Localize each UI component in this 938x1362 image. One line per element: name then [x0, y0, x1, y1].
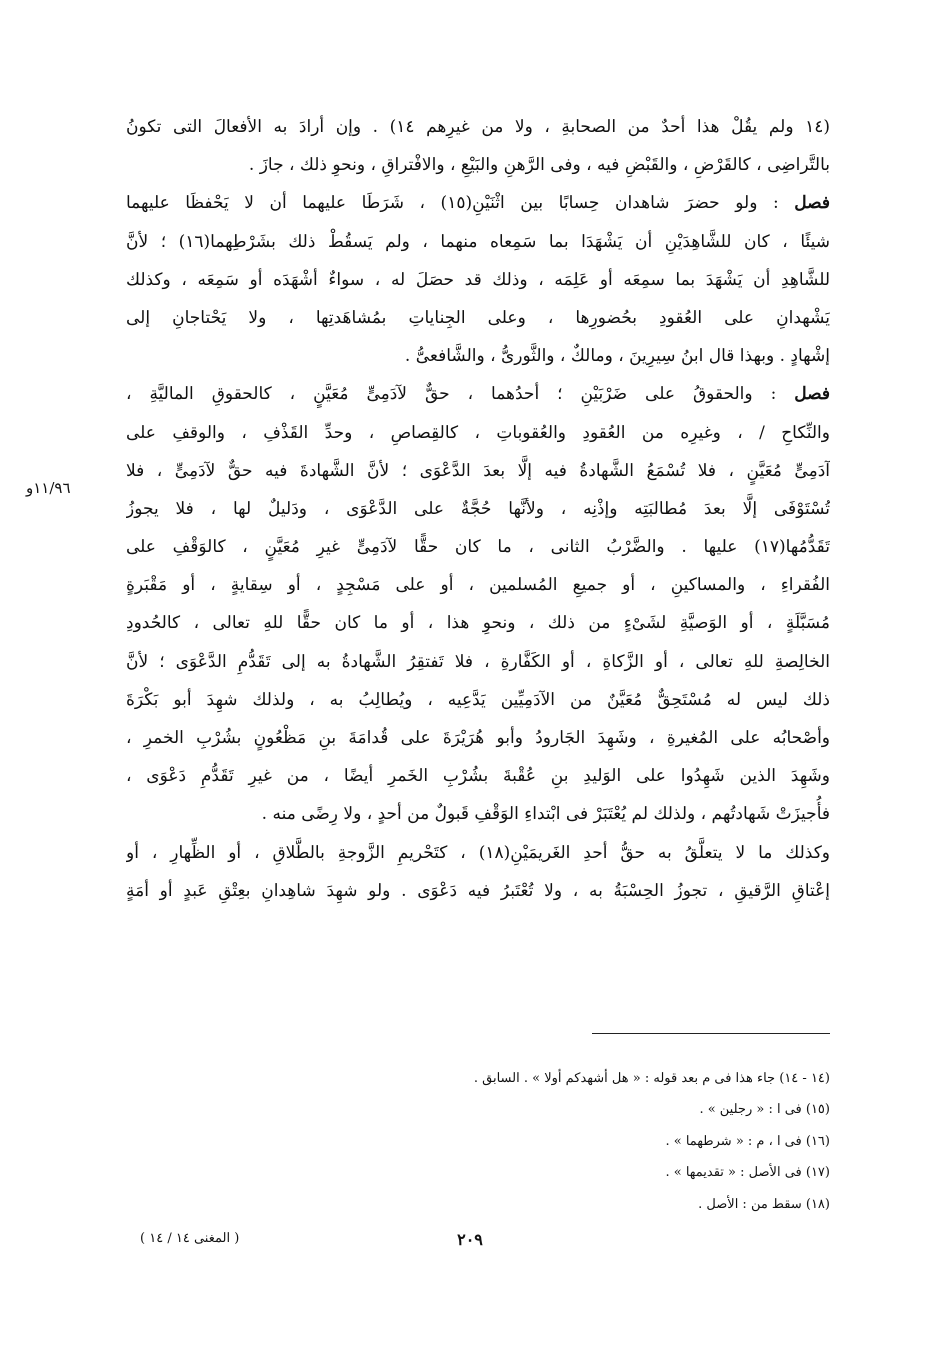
- text-line: والنِّكاحِ / ، وغيرِه من العُقودِ والعُقوباتِ ، كالقِصاصِ ، وحدِّ القَذْفِ ، والوقفِ على: [126, 422, 830, 443]
- text-line: بالتَّراضِى ، كالقَرْضِ ، والقَبْضِ فيه ، وفى الرَّهنِ والبَيْعِ ، والافْتراقِ ، ونحوِ ذلك ، جازَ .: [248, 155, 830, 176]
- text-line: تَقَدُّمُها(١٧) عليها . والضَّرْبُ الثانى ، ما كان حقًّا لآدَمِىٍّ غيرِ مُعَيَّنٍ ، كالوَقْفِ على: [126, 537, 830, 558]
- footnote: (١٤ - ١٤) جاء هذا فى م بعد قوله : « هل أشهدكم أولا » . السابق .: [473, 1071, 830, 1086]
- footnote: (١٨) سقط من : الأصل .: [698, 1196, 830, 1212]
- footnote: (١٦) فى ا ، م : « شرطهما » .: [665, 1133, 830, 1149]
- text-line: يَشْهدانِ على العُقودِ بحُضورِها ، وعلى الجِناياتِ بمُشاهَدتِها ، ولا يَحْتاجانِ إلى: [126, 307, 830, 328]
- text-line: الفُقراءِ ، والمساكينِ ، أو جميعِ المُسلمين ، أو على مَسْجِدٍ ، أو سِقايةٍ ، أو مَقْبَرةٍ: [126, 575, 830, 596]
- footnotes-block: [330, 1063, 830, 1220]
- fasl-heading: فصل: [794, 384, 830, 405]
- text-line: إعْتاقِ الرَّقيقِ ، تجوزُ الحِسْبَةُ به ، ولا تُعْتَبرُ فيه دَعْوَى . ولو شهِدَ شاهِدانِ بعِتْقِ عَبدٍ أو أمَةٍ: [126, 880, 830, 901]
- footnote-separator: [592, 1033, 830, 1034]
- main-text-block: [126, 108, 830, 910]
- text-line: وكذلك ما لا يتعلَّقُ به حقُّ أحدِ الغَريمَيْنِ(١٨) ، كتَحْريمِ الزَّوجةِ بالطَّلاقِ ، أو الظِّهارِ ، أو: [126, 842, 830, 863]
- text-line-fasl: [126, 375, 830, 413]
- text-line: شيئًا ، كان للشَّاهِدَيْنِ أن يَشْهَدَا بما سَمِعاه منهما ، ولم يَسقُطْ ذلك بشَرْطِهما(١٦) ؛ لأنَّ: [126, 231, 830, 252]
- text-line: إشْهادٍ . وبهذا قال ابنُ سِيرِينَ ، ومالكٌ ، والثَّورىُّ ، والشَّافعىُّ .: [404, 346, 830, 367]
- text-line: الخالِصةِ للهِ تعالى ، أو الزَّكاةِ ، أو الكَفَّارةِ ، فلا تَفتقِرُ الشَّهادةُ به إلى تَقَدُّمِ الدَّعْوَى ؛ لأنَّ: [126, 651, 830, 672]
- text-line: (١٤ ولم يقُلْ هذا أحدٌ من الصحابةِ ، ولا من غيرِهم ١٤) . وإن أرادَ به الأفعالَ التى تكونُ: [126, 117, 830, 137]
- text-line: وأصْحابُه على المُغيرةِ ، وشَهِدَ الجَارودُ وأبو هُرَيْرَةَ على قُدامَةَ بنِ مَظْعُونٍ بشُرْبِ الخمرِ ،: [126, 728, 830, 748]
- page-number: ٢٠٩: [457, 1230, 483, 1249]
- text-line: تُسْتَوْفَى إلَّا بعدَ مُطالبَتِه وإذْنِه ، ولأنَّها حُجَّةٌ على الدَّعْوَى ، ودَليلٌ لها ، فلا يجوزُ: [126, 498, 830, 519]
- text-line: للشَّاهِدِ أن يَشْهَدَ بما سمِعَه أو عَلِمَه ، وذلك قد حصَلَ له ، سواءٌ أشْهَدَه أو سَمِعَه ، وكذلك: [126, 269, 830, 290]
- manuscript-folio-note: ١١/٩٦و: [26, 479, 71, 497]
- footnote: (١٧) فى الأصل : « تقديمها » .: [665, 1165, 830, 1181]
- footnote: (١٥) فى ا : « رجلين » .: [699, 1102, 830, 1118]
- text-line: وشَهِدَ الذين شَهِدُوا على الوَليدِ بنِ عُقْبةَ بشُرْبِ الخَمرِ أيضًا ، من غيرِ تَقَدُّمِ دَعْوَى ،: [126, 766, 830, 787]
- fasl-heading: فصل: [794, 193, 830, 214]
- text-line: ذلك ليس له مُسْتَحِقٌّ مُعَيَّنٌ من الآدَمِيِّين يَدَّعِيه ، ويُطالِبُ به ، ولذلك شهِدَ أبو بَكْرَةَ: [126, 689, 830, 710]
- text-line-rest: : والحقوقُ على ضَرْبَيْنِ ؛ أحدُهما ، حقٌّ لآدَمِىٍّ مُعَيَّنٍ ، كالحقوقِ الماليَّةِ ،: [126, 384, 795, 405]
- text-line: آدَمِىٍّ مُعَيَّنٍ ، فلا تُسْمَعُ الشَّهادةُ فيه إلَّا بعدَ الدَّعْوَى ؛ لأنَّ الشَّهادةَ فيه حقٌّ لآدَمِىٍّ ، فلا: [126, 460, 830, 481]
- text-line: مُسَبَّلَةٍ ، أو الوَصيَّةِ لشَىْءٍ من ذلك ، ونحوِ هذا ، أو ما كان حقًّا للهِ تعالى ، كالحُدودِ: [126, 613, 830, 634]
- text-line: فأُجيزَتْ شَهادتُهم ، ولذلك لم يُعْتَبَرْ فى ابْتداءِ الوَقْفِ قَبولٌ من أحدٍ ، ولا رِضًى منه .: [261, 804, 830, 825]
- text-line-rest: : ولو حضرَ شاهدان حِسابًا بين اثْنَيْنِ(١٥) ، شَرَطَا عليهما أن لا يَحْفظَا عليهما: [126, 193, 795, 214]
- running-footer: ( المغنى ١٤ / ١٤ ): [140, 1231, 240, 1246]
- text-line-fasl: [126, 184, 830, 222]
